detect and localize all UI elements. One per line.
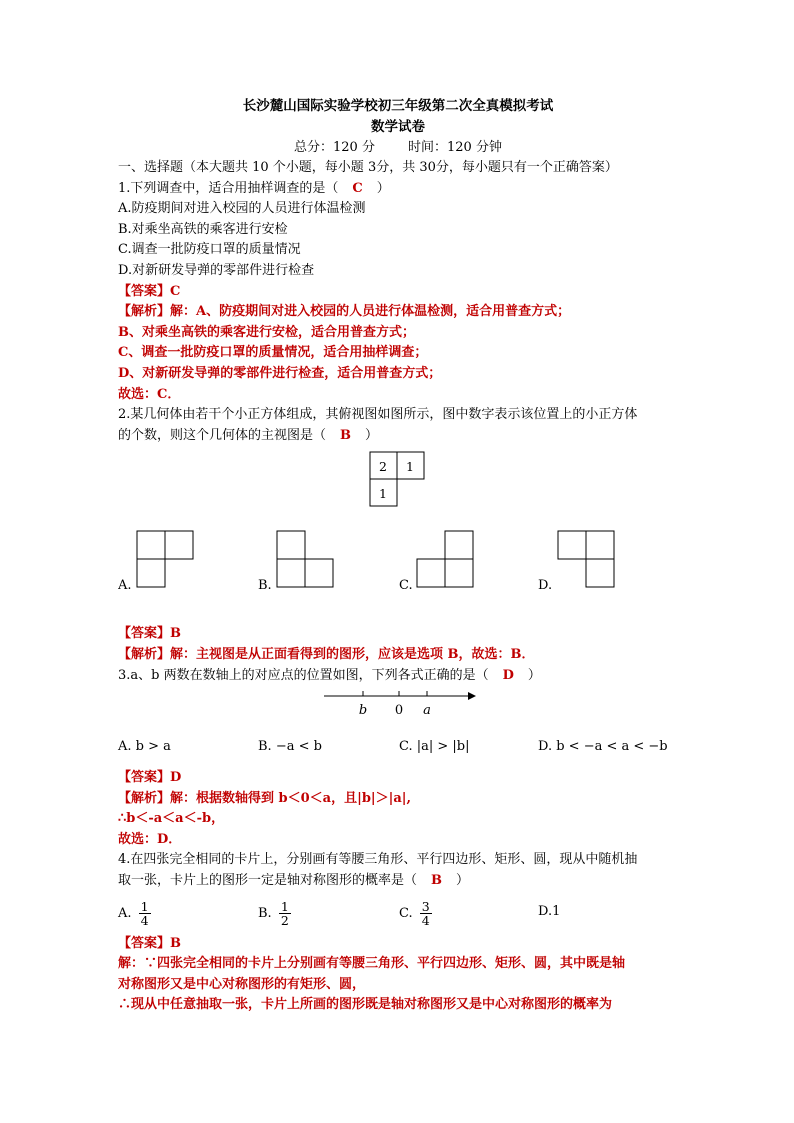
option-d-figure — [558, 531, 614, 587]
fraction: $\frac{1}{2}$ — [280, 898, 289, 928]
q3-analysis-3: 故选：D． — [118, 831, 182, 847]
option-a-figure — [137, 531, 193, 587]
q1-analysis-3: C、调查一批防疫口罩的质量情况，适合用抽样调查； — [118, 345, 428, 361]
grid-number: 1 — [379, 486, 387, 502]
q1-answer: 【答案】C — [118, 283, 181, 299]
option-b-figure — [277, 531, 333, 587]
fraction: $\frac{3}{4}$ — [421, 898, 430, 928]
q2-inline-answer: B — [340, 427, 352, 443]
option-c-label: C. — [399, 578, 413, 594]
q4-stem-line1: 4.在四张完全相同的卡片上，分别画有等腰三角形、平行四边形、矩形、圆，现从中随机抽 — [118, 852, 638, 868]
q1-stem: 1.下列调查中，适合用抽样调查的是（ C ） — [118, 180, 390, 196]
q3-inline-answer: D — [502, 667, 514, 683]
q1-analysis-5: 故选：C． — [118, 386, 181, 402]
option-d-label: D. — [538, 578, 553, 594]
q4-answer: 【答案】B — [118, 935, 181, 951]
axis-label-zero: 0 — [394, 703, 404, 719]
axis-label-a: a — [423, 703, 431, 719]
q4-options — [118, 892, 678, 934]
q1-option-d: D.对新研发导弹的零部件进行检查 — [118, 262, 315, 278]
q3-options — [118, 736, 678, 758]
q2-answer: 【答案】B — [118, 626, 181, 642]
q3-option-c: C. |a| > |b| — [399, 739, 470, 755]
q2-stem-line1: 2.某几何体由若干个小正方体组成，其俯视图如图所示，图中数字表示该位置上的小正方体 — [118, 407, 638, 423]
number-line — [118, 686, 678, 726]
q1-option-c: C.调查一批防疫口罩的质量情况 — [118, 242, 301, 258]
q1-analysis-2: B、对乘坐高铁的乘客进行安检，适合用普查方式； — [118, 324, 415, 340]
option-c-figure — [417, 531, 473, 587]
grid-number: 1 — [406, 459, 414, 475]
fraction: $\frac{1}{4}$ — [140, 898, 149, 928]
option-b-label: B. — [258, 578, 272, 594]
axis-label-b: b — [358, 703, 368, 719]
q2-analysis: 【解析】解：主视图是从正面看得到的图形，应该是选项 B，故选：B． — [118, 646, 535, 662]
arrow-right-icon — [468, 692, 476, 700]
q4-option-b: B. $\frac{1}{2}$ — [258, 898, 289, 928]
q1-inline-answer: C — [352, 180, 363, 196]
q4-inline-answer: B — [431, 873, 443, 889]
exam-subtitle: 数学试卷 — [371, 119, 425, 135]
q3-analysis-2: ∴b＜-a＜a＜-b， — [118, 811, 225, 827]
q1-analysis-4: D、对新研发导弹的零部件进行检查，适合用普查方式； — [118, 365, 442, 381]
q3-option-a: A. b > a — [118, 739, 171, 755]
q3-stem: 3.a、b 两数在数轴上的对应点的位置如图，下列各式正确的是（ D ） — [118, 667, 541, 683]
q2-figures — [118, 446, 678, 624]
q1-option-a: A.防疫期间对进入校园的人员进行体温检测 — [118, 201, 366, 217]
section-heading: 一、选择题（本大题共 10 个小题，每小题 3分，共 30分，每小题只有一个正确答案） — [118, 160, 618, 175]
q4-analysis-3: ∴现从中任意抽取一张，卡片上所画的图形既是轴对称图形又是中心对称图形的概率为 — [118, 997, 613, 1013]
q3-option-b: B. −a < b — [258, 739, 322, 755]
q4-option-d: D.1 — [538, 903, 561, 919]
option-a-label: A. — [118, 578, 132, 594]
q4-option-c: C. $\frac{3}{4}$ — [399, 898, 430, 928]
q4-analysis-2: 对称图形又是中心对称图形的有矩形、圆， — [118, 976, 366, 992]
exam-page — [118, 96, 678, 1016]
q4-stem-line2: 取一张，卡片上的图形一定是轴对称图形的概率是（ B ） — [118, 873, 470, 889]
q1-analysis-1: 【解析】解：A、防疫期间对进入校园的人员进行体温检测，适合用普查方式； — [118, 304, 571, 320]
q4-option-a: A. $\frac{1}{4}$ — [118, 898, 149, 928]
q1-option-b: B.对乘坐高铁的乘客进行安检 — [118, 221, 288, 237]
q4-analysis-1: 解：∵四张完全相同的卡片上分别画有等腰三角形、平行四边形、矩形、圆，其中既是轴 — [118, 956, 626, 972]
grid-number: 2 — [379, 459, 387, 475]
q2-stem-line2: 的个数，则这个几何体的主视图是（ B ） — [118, 427, 379, 443]
exam-title: 长沙麓山国际实验学校初三年级第二次全真模拟考试 — [242, 98, 554, 114]
exam-meta: 总分：120 分 时间：120 分钟 — [294, 140, 502, 155]
q3-analysis-1: 【解析】解：根据数轴得到 b＜0＜a，且|b|＞|a|, — [118, 790, 412, 806]
q3-option-d: D. b < −a < a < −b — [538, 739, 668, 755]
q3-answer: 【答案】D — [118, 770, 182, 786]
